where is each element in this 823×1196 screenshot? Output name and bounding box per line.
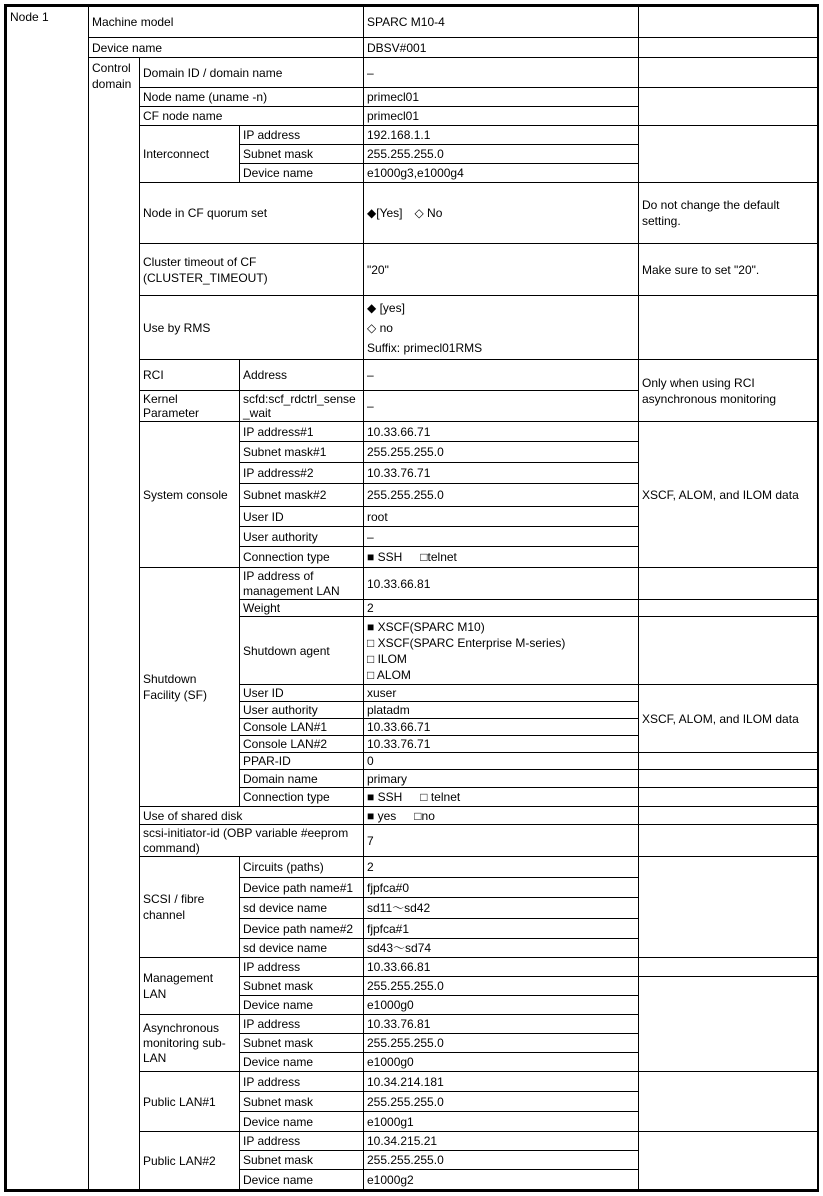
sf-clan1-value: 10.33.66.71 [363, 718, 639, 736]
scsi-circ-value: 2 [363, 856, 639, 878]
sc-user-label: User ID [239, 506, 364, 527]
sf-mgmt-value: 10.33.66.81 [363, 567, 639, 600]
device-name-label: Device name [88, 37, 364, 58]
shared-disk-label: Use of shared disk [139, 806, 364, 825]
public2-mask-value: 255.255.255.0 [363, 1150, 639, 1170]
domain-id-label: Domain ID / domain name [139, 57, 364, 88]
scsi-sd1-value: sd11～sd42 [363, 897, 639, 919]
rms-no: ◇ no [367, 320, 393, 335]
scsi-id-label: scsi-initiator-id (OBP variable #eeprom command) [139, 824, 364, 857]
interconnect-ip-value: 192.168.1.1 [363, 125, 639, 145]
public2-ip-value: 10.34.215.21 [363, 1131, 639, 1151]
mgmt-lan-dev-value: e1000g0 [363, 995, 639, 1015]
async-lan-dev-label: Device name [239, 1052, 364, 1072]
cf-node-name-label: CF node name [139, 106, 364, 126]
node-name-value: primecl01 [363, 87, 639, 107]
sf-clan2-label: Console LAN#2 [239, 735, 364, 753]
sf-user-label: User ID [239, 684, 364, 702]
async-lan-mask-label: Subnet mask [239, 1033, 364, 1053]
table-frame [4, 4, 819, 1192]
public2-ip-label: IP address [239, 1131, 364, 1151]
interconnect-mask-label: Subnet mask [239, 144, 364, 164]
node-label: Node 1 [6, 6, 89, 1190]
scsi-dp1-label: Device path name#1 [239, 877, 364, 898]
scsi-sd2-label: sd device name [239, 938, 364, 958]
sc-conn-telnet: □telnet [420, 550, 457, 564]
public2-mask-label: Subnet mask [239, 1150, 364, 1170]
scsi-label: SCSI / fibre channel [139, 856, 240, 958]
sf-auth-label: User authority [239, 701, 364, 719]
sc-ip1-label: IP address#1 [239, 421, 364, 442]
public1-ip-label: IP address [239, 1071, 364, 1092]
sf-domain-value: primary [363, 769, 639, 788]
public1-mask-value: 255.255.255.0 [363, 1091, 639, 1112]
mgmt-lan-label: Management LAN [139, 957, 240, 1015]
sc-ip2-value: 10.33.76.71 [363, 462, 639, 484]
sf-agent-option: ■ XSCF(SPARC M10) [367, 619, 485, 634]
kernel-sub-label: scfd:scf_rdctrl_sense _wait [239, 390, 364, 422]
cluster-timeout-label: Cluster timeout of CF (CLUSTER_TIMEOUT) [139, 243, 364, 296]
mgmt-lan-dev-label: Device name [239, 995, 364, 1015]
sf-conn-label: Connection type [239, 787, 364, 807]
scsi-sd1-label: sd device name [239, 897, 364, 919]
mgmt-lan-ip-label: IP address [239, 957, 364, 977]
scsi-dp2-label: Device path name#2 [239, 918, 364, 939]
sf-agent-option: □ ILOM [367, 651, 407, 666]
sc-user-value: root [363, 506, 639, 527]
quorum-label: Node in CF quorum set [139, 182, 364, 244]
sc-auth-label: User authority [239, 526, 364, 547]
control-domain-label: Control domain [88, 57, 140, 1190]
device-name-value: DBSV#001 [363, 37, 639, 58]
shared-disk-yes: ■ yes [367, 808, 397, 823]
sf-agent-option: □ ALOM [367, 667, 411, 682]
async-lan-dev-value: e1000g0 [363, 1052, 639, 1072]
sc-note: XSCF, ALOM, and ILOM data [638, 421, 819, 568]
sf-auth-value: platadm [363, 701, 639, 719]
public1-dev-label: Device name [239, 1111, 364, 1132]
scsi-dp1-value: fjpfca#0 [363, 877, 639, 898]
rci-value: – [363, 359, 639, 391]
mgmt-lan-ip-value: 10.33.66.81 [363, 957, 639, 977]
mgmt-lan-mask-value: 255.255.255.0 [363, 976, 639, 996]
sf-agent-label: Shutdown agent [239, 616, 364, 685]
rci-sub-label: Address [239, 359, 364, 391]
sf-weight-label: Weight [239, 599, 364, 617]
sf-conn-ssh: ■ SSH [367, 790, 403, 804]
machine-model-label: Machine model [88, 6, 364, 38]
async-lan-ip-label: IP address [239, 1014, 364, 1034]
domain-id-value: – [363, 57, 639, 88]
sc-auth-value: – [363, 526, 639, 547]
system-console-label: System console [139, 421, 240, 568]
sf-domain-label: Domain name [239, 769, 364, 788]
shared-disk-no: □no [414, 808, 435, 823]
machine-model-value: SPARC M10-4 [363, 6, 639, 38]
cluster-timeout-value: "20" [363, 243, 639, 296]
sf-user-value: xuser [363, 684, 639, 702]
scsi-circ-label: Circuits (paths) [239, 856, 364, 878]
interconnect-dev-value: e1000g3,e1000g4 [363, 163, 639, 183]
rci-label: RCI [139, 359, 240, 391]
public1-mask-label: Subnet mask [239, 1091, 364, 1112]
sc-mask2-label: Subnet mask#2 [239, 483, 364, 507]
sf-label: Shutdown Facility (SF) [139, 567, 240, 807]
rms-label: Use by RMS [139, 295, 364, 360]
sc-conn-ssh: ■ SSH [367, 550, 403, 564]
public2-label: Public LAN#2 [139, 1131, 240, 1190]
sc-mask1-value: 255.255.255.0 [363, 441, 639, 463]
async-lan-mask-value: 255.255.255.0 [363, 1033, 639, 1053]
rci-note: Only when using RCI asynchronous monitoring [638, 359, 819, 422]
rms-suffix: Suffix: primecl01RMS [367, 340, 483, 355]
scsi-id-value: 7 [363, 824, 639, 857]
sf-weight-value: 2 [363, 599, 639, 617]
interconnect-dev-label: Device name [239, 163, 364, 183]
kernel-value: – [363, 390, 639, 422]
async-lan-ip-value: 10.33.76.81 [363, 1014, 639, 1034]
sf-agent-option: □ XSCF(SPARC Enterprise M-series) [367, 635, 566, 650]
quorum-yes: ◆[Yes] [367, 206, 403, 220]
sf-note: XSCF, ALOM, and ILOM data [638, 684, 819, 753]
sf-clan1-label: Console LAN#1 [239, 718, 364, 736]
rms-yes: ◆ [yes] [367, 300, 405, 315]
sc-mask2-value: 255.255.255.0 [363, 483, 639, 507]
async-lan-label: Asynchronous monitoring sub-LAN [139, 1014, 240, 1072]
public1-dev-value: e1000g1 [363, 1111, 639, 1132]
sc-conn-label: Connection type [239, 546, 364, 568]
sf-ppar-label: PPAR-ID [239, 752, 364, 770]
kernel-label: Kernel Parameter [139, 390, 240, 422]
public1-label: Public LAN#1 [139, 1071, 240, 1132]
cluster-timeout-note: Make sure to set "20". [638, 243, 819, 296]
sf-ppar-value: 0 [363, 752, 639, 770]
interconnect-mask-value: 255.255.255.0 [363, 144, 639, 164]
quorum-no: ◇ No [414, 206, 443, 220]
cf-node-name-value: primecl01 [363, 106, 639, 126]
interconnect-ip-label: IP address [239, 125, 364, 145]
scsi-dp2-value: fjpfca#1 [363, 918, 639, 939]
quorum-note: Do not change the default setting. [638, 182, 819, 244]
mgmt-lan-mask-label: Subnet mask [239, 976, 364, 996]
node-name-label: Node name (uname -n) [139, 87, 364, 107]
public1-ip-value: 10.34.214.181 [363, 1071, 639, 1092]
scsi-sd2-value: sd43～sd74 [363, 938, 639, 958]
public2-dev-label: Device name [239, 1169, 364, 1190]
sf-clan2-value: 10.33.76.71 [363, 735, 639, 753]
sf-mgmt-label: IP address of management LAN [239, 567, 364, 600]
sc-mask1-label: Subnet mask#1 [239, 441, 364, 463]
interconnect-label: Interconnect [139, 125, 240, 183]
sc-ip2-label: IP address#2 [239, 462, 364, 484]
sf-conn-telnet: □ telnet [420, 790, 461, 804]
sc-ip1-value: 10.33.66.71 [363, 421, 639, 442]
public2-dev-value: e1000g2 [363, 1169, 639, 1190]
